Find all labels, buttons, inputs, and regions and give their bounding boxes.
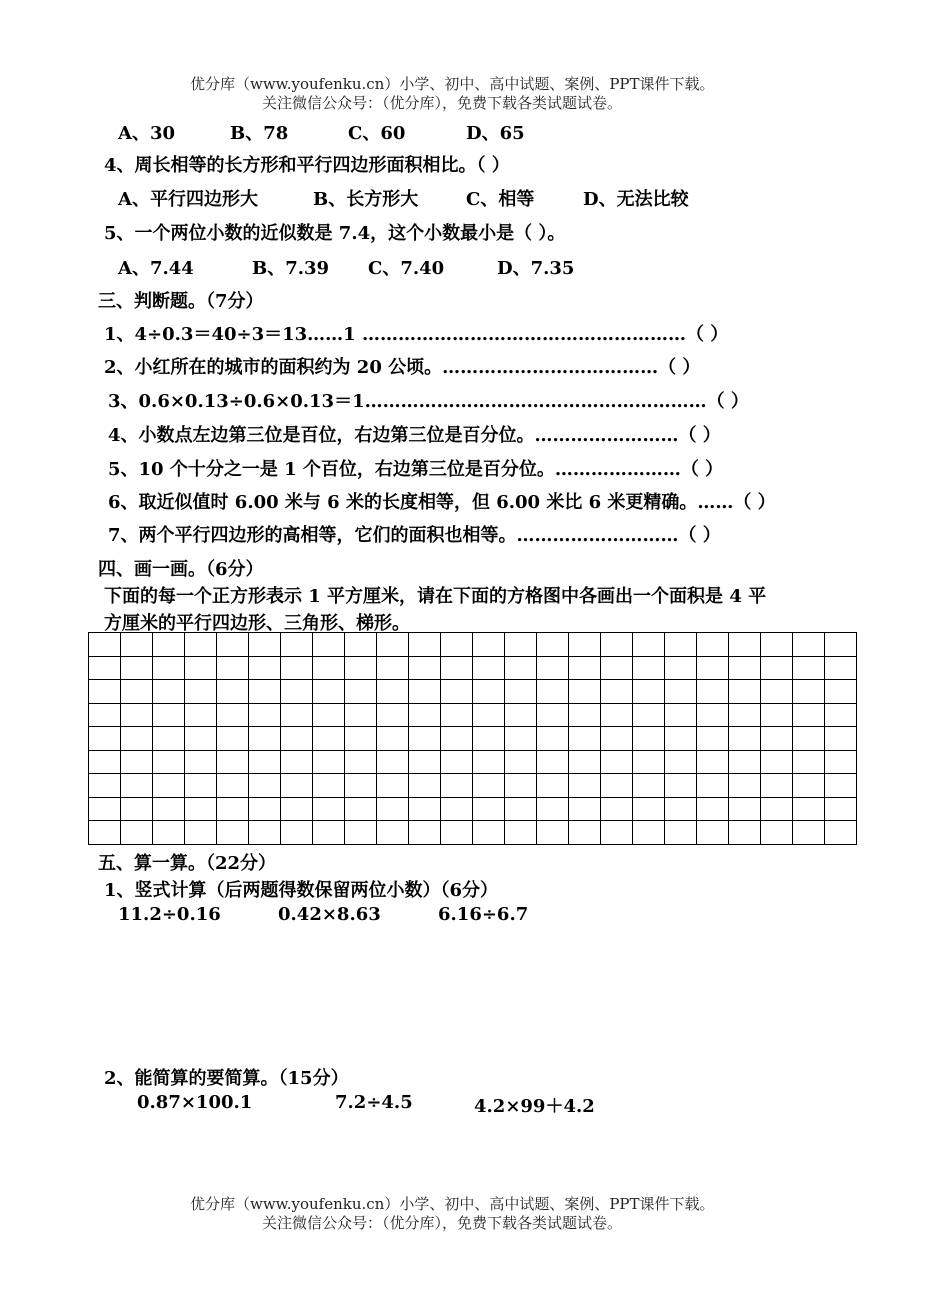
- grid-cell: [697, 680, 729, 704]
- grid-cell: [345, 821, 377, 845]
- grid-cell: [377, 680, 409, 704]
- grid-cell: [537, 821, 569, 845]
- grid-row: [89, 821, 857, 845]
- grid-cell: [825, 703, 857, 727]
- grid-cell: [441, 821, 473, 845]
- grid-cell: [697, 656, 729, 680]
- grid-row: [89, 680, 857, 704]
- q4-option-a: A、平行四边形大: [118, 189, 258, 210]
- grid-cell: [441, 703, 473, 727]
- grid-cell: [345, 774, 377, 798]
- grid-cell: [633, 750, 665, 774]
- q3-option-d: D、65: [466, 123, 525, 144]
- grid-cell: [153, 727, 185, 751]
- grid-cell: [249, 797, 281, 821]
- grid-row: [89, 727, 857, 751]
- grid-cell: [281, 703, 313, 727]
- grid-cell: [473, 656, 505, 680]
- grid-cell: [793, 633, 825, 657]
- q4-option-d: D、无法比较: [583, 189, 689, 210]
- grid-cell: [313, 797, 345, 821]
- grid-cell: [121, 656, 153, 680]
- grid-cell: [249, 656, 281, 680]
- grid-cell: [633, 656, 665, 680]
- grid-cell: [409, 656, 441, 680]
- grid-cell: [697, 727, 729, 751]
- grid-cell: [633, 680, 665, 704]
- grid-cell: [185, 656, 217, 680]
- grid-row: [89, 774, 857, 798]
- grid-cell: [473, 633, 505, 657]
- grid-cell: [217, 821, 249, 845]
- grid-cell: [569, 797, 601, 821]
- grid-cell: [345, 656, 377, 680]
- grid-cell: [217, 774, 249, 798]
- grid-cell: [569, 821, 601, 845]
- grid-cell: [185, 797, 217, 821]
- grid-cell: [697, 633, 729, 657]
- grid-cell: [729, 703, 761, 727]
- grid-cell: [569, 680, 601, 704]
- footer-line-2: 关注微信公众号：（优分库），免费下载各类试题试卷。: [262, 1214, 623, 1232]
- grid-cell: [505, 680, 537, 704]
- vertical-calc-1: 11.2÷0.16: [118, 904, 221, 925]
- grid-cell: [249, 703, 281, 727]
- grid-cell: [441, 750, 473, 774]
- grid-cell: [697, 703, 729, 727]
- grid-cell: [185, 680, 217, 704]
- grid-cell: [121, 821, 153, 845]
- grid-cell: [633, 727, 665, 751]
- grid-cell: [505, 656, 537, 680]
- grid-cell: [313, 703, 345, 727]
- grid-cell: [473, 703, 505, 727]
- grid-cell: [825, 680, 857, 704]
- grid-cell: [601, 703, 633, 727]
- grid-cell: [761, 821, 793, 845]
- grid-cell: [665, 680, 697, 704]
- grid-cell: [793, 680, 825, 704]
- section-3-title: 三、判断题。（7分）: [98, 291, 264, 312]
- grid-cell: [729, 750, 761, 774]
- grid-cell: [665, 774, 697, 798]
- grid-cell: [153, 633, 185, 657]
- grid-cell: [121, 633, 153, 657]
- grid-cell: [729, 680, 761, 704]
- grid-cell: [761, 656, 793, 680]
- grid-cell: [153, 750, 185, 774]
- grid-cell: [281, 797, 313, 821]
- q3-option-b: B、78: [230, 123, 289, 144]
- grid-cell: [761, 633, 793, 657]
- grid-cell: [569, 656, 601, 680]
- grid-cell: [185, 821, 217, 845]
- q3-option-a: A、30: [118, 123, 176, 144]
- grid-cell: [345, 703, 377, 727]
- grid-cell: [281, 633, 313, 657]
- grid-cell: [825, 633, 857, 657]
- grid-cell: [601, 727, 633, 751]
- grid-cell: [761, 703, 793, 727]
- grid-cell: [153, 656, 185, 680]
- grid-cell: [345, 680, 377, 704]
- grid-cell: [121, 727, 153, 751]
- grid-cell: [761, 680, 793, 704]
- grid-cell: [601, 797, 633, 821]
- grid-cell: [633, 774, 665, 798]
- header-line-2: 关注微信公众号：（优分库），免费下载各类试题试卷。: [262, 94, 623, 112]
- grid-cell: [601, 656, 633, 680]
- grid-cell: [409, 633, 441, 657]
- grid-cell: [569, 633, 601, 657]
- grid-cell: [601, 821, 633, 845]
- grid-cell: [665, 727, 697, 751]
- simplify-calc-3: 4.2×99＋4.2: [474, 1096, 595, 1117]
- grid-cell: [89, 774, 121, 798]
- grid-cell: [121, 797, 153, 821]
- grid-cell: [505, 750, 537, 774]
- grid-cell: [249, 633, 281, 657]
- grid-cell: [313, 750, 345, 774]
- section-4-title: 四、画一画。（6分）: [98, 559, 264, 580]
- grid-cell: [537, 680, 569, 704]
- grid-cell: [281, 680, 313, 704]
- footer-line-1: 优分库（www.youfenku.cn）小学、初中、高中试题、案例、PPT课件下载。: [190, 1195, 715, 1213]
- grid-cell: [345, 797, 377, 821]
- judge-item-4: 4、小数点左边第三位是百位，右边第三位是百分位。……………………（ ）: [108, 425, 721, 446]
- grid-cell: [377, 774, 409, 798]
- grid-cell: [377, 727, 409, 751]
- grid-cell: [633, 797, 665, 821]
- grid-cell: [121, 774, 153, 798]
- grid-cell: [473, 774, 505, 798]
- grid-cell: [441, 797, 473, 821]
- grid-cell: [537, 774, 569, 798]
- grid-cell: [217, 656, 249, 680]
- simplify-calc-2: 7.2÷4.5: [335, 1092, 413, 1113]
- vertical-calc-2: 0.42×8.63: [278, 904, 381, 925]
- q5-option-b: B、7.39: [252, 258, 330, 279]
- grid-cell: [729, 821, 761, 845]
- grid-cell: [473, 680, 505, 704]
- grid-cell: [825, 774, 857, 798]
- grid-cell: [665, 750, 697, 774]
- q5-stem: 5、一个两位小数的近似数是 7.4，这个小数最小是（ ）。: [104, 223, 566, 244]
- grid-cell: [825, 821, 857, 845]
- grid-cell: [793, 821, 825, 845]
- grid-cell: [249, 750, 281, 774]
- grid-cell: [537, 797, 569, 821]
- q4-stem: 4、周长相等的长方形和平行四边形面积相比。（ ）: [104, 155, 510, 176]
- grid-cell: [825, 797, 857, 821]
- grid-cell: [153, 680, 185, 704]
- grid-cell: [409, 821, 441, 845]
- grid-cell: [217, 797, 249, 821]
- grid-cell: [281, 750, 313, 774]
- grid-cell: [121, 750, 153, 774]
- grid-cell: [345, 633, 377, 657]
- q5-option-a: A、7.44: [118, 258, 194, 279]
- grid-cell: [761, 797, 793, 821]
- judge-item-7: 7、两个平行四边形的高相等，它们的面积也相等。………………………（ ）: [108, 525, 721, 546]
- grid-cell: [633, 633, 665, 657]
- grid-cell: [665, 633, 697, 657]
- grid-cell: [473, 797, 505, 821]
- header-line-1: 优分库（www.youfenku.cn）小学、初中、高中试题、案例、PPT课件下载。: [190, 75, 715, 93]
- grid-cell: [185, 774, 217, 798]
- grid-cell: [537, 727, 569, 751]
- grid-cell: [249, 727, 281, 751]
- grid-cell: [633, 821, 665, 845]
- grid-cell: [281, 774, 313, 798]
- grid-row: [89, 750, 857, 774]
- grid-cell: [505, 727, 537, 751]
- q5-option-d: D、7.35: [497, 258, 575, 279]
- grid-cell: [249, 680, 281, 704]
- grid-cell: [153, 797, 185, 821]
- grid-cell: [761, 774, 793, 798]
- grid-cell: [89, 633, 121, 657]
- grid-cell: [441, 774, 473, 798]
- grid-cell: [569, 703, 601, 727]
- grid-cell: [89, 680, 121, 704]
- grid-cell: [793, 727, 825, 751]
- grid-cell: [313, 633, 345, 657]
- grid-cell: [793, 797, 825, 821]
- grid-cell: [601, 774, 633, 798]
- grid-cell: [377, 633, 409, 657]
- grid-cell: [345, 727, 377, 751]
- grid-cell: [281, 656, 313, 680]
- grid-cell: [217, 680, 249, 704]
- grid-cell: [377, 656, 409, 680]
- grid-cell: [217, 750, 249, 774]
- grid-cell: [121, 680, 153, 704]
- grid-cell: [729, 633, 761, 657]
- judge-item-2: 2、小红所在的城市的面积约为 20 公顷。………………………………（ ）: [104, 357, 701, 378]
- grid-cell: [185, 727, 217, 751]
- grid-cell: [505, 703, 537, 727]
- grid-cell: [313, 680, 345, 704]
- grid-cell: [793, 703, 825, 727]
- grid-cell: [665, 656, 697, 680]
- judge-item-6: 6、取近似值时 6.00 米与 6 米的长度相等，但 6.00 米比 6 米更精确。……（ ）: [108, 492, 776, 513]
- grid-cell: [249, 821, 281, 845]
- grid-cell: [249, 774, 281, 798]
- grid-cell: [217, 633, 249, 657]
- grid-cell: [89, 821, 121, 845]
- q4-option-b: B、长方形大: [313, 189, 419, 210]
- square-grid: [88, 632, 857, 845]
- simplify-calc-1: 0.87×100.1: [137, 1092, 253, 1113]
- grid-cell: [441, 633, 473, 657]
- grid-cell: [409, 774, 441, 798]
- grid-cell: [729, 727, 761, 751]
- grid-cell: [313, 821, 345, 845]
- grid-cell: [537, 656, 569, 680]
- grid-cell: [217, 727, 249, 751]
- grid-cell: [633, 703, 665, 727]
- grid-cell: [505, 633, 537, 657]
- grid-row: [89, 633, 857, 657]
- grid-cell: [281, 821, 313, 845]
- grid-cell: [377, 797, 409, 821]
- grid-cell: [729, 656, 761, 680]
- grid-cell: [89, 750, 121, 774]
- grid-cell: [409, 680, 441, 704]
- grid-cell: [473, 750, 505, 774]
- grid-cell: [665, 703, 697, 727]
- grid-cell: [729, 797, 761, 821]
- grid-cell: [505, 797, 537, 821]
- grid-row: [89, 656, 857, 680]
- sub-1-title: 1、竖式计算（后两题得数保留两位小数）（6分）: [104, 880, 499, 901]
- grid-cell: [185, 750, 217, 774]
- grid-cell: [697, 821, 729, 845]
- grid-cell: [89, 797, 121, 821]
- grid-cell: [665, 821, 697, 845]
- grid-cell: [825, 727, 857, 751]
- grid-cell: [153, 703, 185, 727]
- grid-cell: [825, 656, 857, 680]
- grid-cell: [569, 727, 601, 751]
- grid-cell: [441, 727, 473, 751]
- grid-cell: [569, 774, 601, 798]
- grid-cell: [537, 750, 569, 774]
- grid-cell: [505, 821, 537, 845]
- grid-cell: [121, 703, 153, 727]
- grid-cell: [441, 680, 473, 704]
- grid-cell: [377, 750, 409, 774]
- grid-cell: [313, 727, 345, 751]
- q5-option-c: C、7.40: [368, 258, 445, 279]
- grid-cell: [761, 727, 793, 751]
- grid-cell: [281, 727, 313, 751]
- section-4-desc-2: 方厘米的平行四边形、三角形、梯形。: [104, 613, 410, 634]
- vertical-calc-3: 6.16÷6.7: [438, 904, 529, 925]
- grid-cell: [825, 750, 857, 774]
- grid-cell: [601, 633, 633, 657]
- grid-cell: [313, 656, 345, 680]
- grid-cell: [537, 703, 569, 727]
- grid-cell: [601, 680, 633, 704]
- grid-cell: [313, 774, 345, 798]
- grid-cell: [601, 750, 633, 774]
- grid-cell: [345, 750, 377, 774]
- grid-cell: [793, 656, 825, 680]
- grid-row: [89, 797, 857, 821]
- grid-cell: [697, 774, 729, 798]
- grid-cell: [409, 727, 441, 751]
- grid-cell: [697, 797, 729, 821]
- grid-cell: [153, 774, 185, 798]
- grid-cell: [377, 703, 409, 727]
- judge-item-1: 1、4÷0.3＝40÷3＝13……1 ………………………………………………（ ）: [104, 324, 729, 345]
- grid-cell: [473, 727, 505, 751]
- grid-cell: [793, 750, 825, 774]
- grid-row: [89, 703, 857, 727]
- grid-cell: [537, 633, 569, 657]
- sub-2-title: 2、能简算的要简算。（15分）: [104, 1068, 349, 1089]
- grid-cell: [473, 821, 505, 845]
- judge-item-3: 3、0.6×0.13÷0.6×0.13＝1…………………………………………………（ ）: [108, 391, 749, 412]
- grid-cell: [409, 797, 441, 821]
- grid-cell: [793, 774, 825, 798]
- grid-cell: [729, 774, 761, 798]
- section-4-desc-1: 下面的每一个正方形表示 1 平方厘米，请在下面的方格图中各画出一个面积是 4 平: [104, 586, 767, 607]
- grid-cell: [761, 750, 793, 774]
- grid-cell: [665, 797, 697, 821]
- grid-cell: [89, 656, 121, 680]
- grid-cell: [185, 703, 217, 727]
- q4-option-c: C、相等: [466, 189, 535, 210]
- grid-cell: [153, 821, 185, 845]
- grid-cell: [185, 633, 217, 657]
- grid-cell: [409, 750, 441, 774]
- section-5-title: 五、算一算。（22分）: [98, 853, 277, 874]
- q3-option-c: C、60: [348, 123, 406, 144]
- grid-cell: [89, 703, 121, 727]
- judge-item-5: 5、10 个十分之一是 1 个百位，右边第三位是百分位。…………………（ ）: [108, 459, 724, 480]
- grid-cell: [505, 774, 537, 798]
- grid-cell: [409, 703, 441, 727]
- grid-cell: [569, 750, 601, 774]
- grid-cell: [377, 821, 409, 845]
- grid-cell: [697, 750, 729, 774]
- grid-cell: [441, 656, 473, 680]
- grid-cell: [217, 703, 249, 727]
- grid-cell: [89, 727, 121, 751]
